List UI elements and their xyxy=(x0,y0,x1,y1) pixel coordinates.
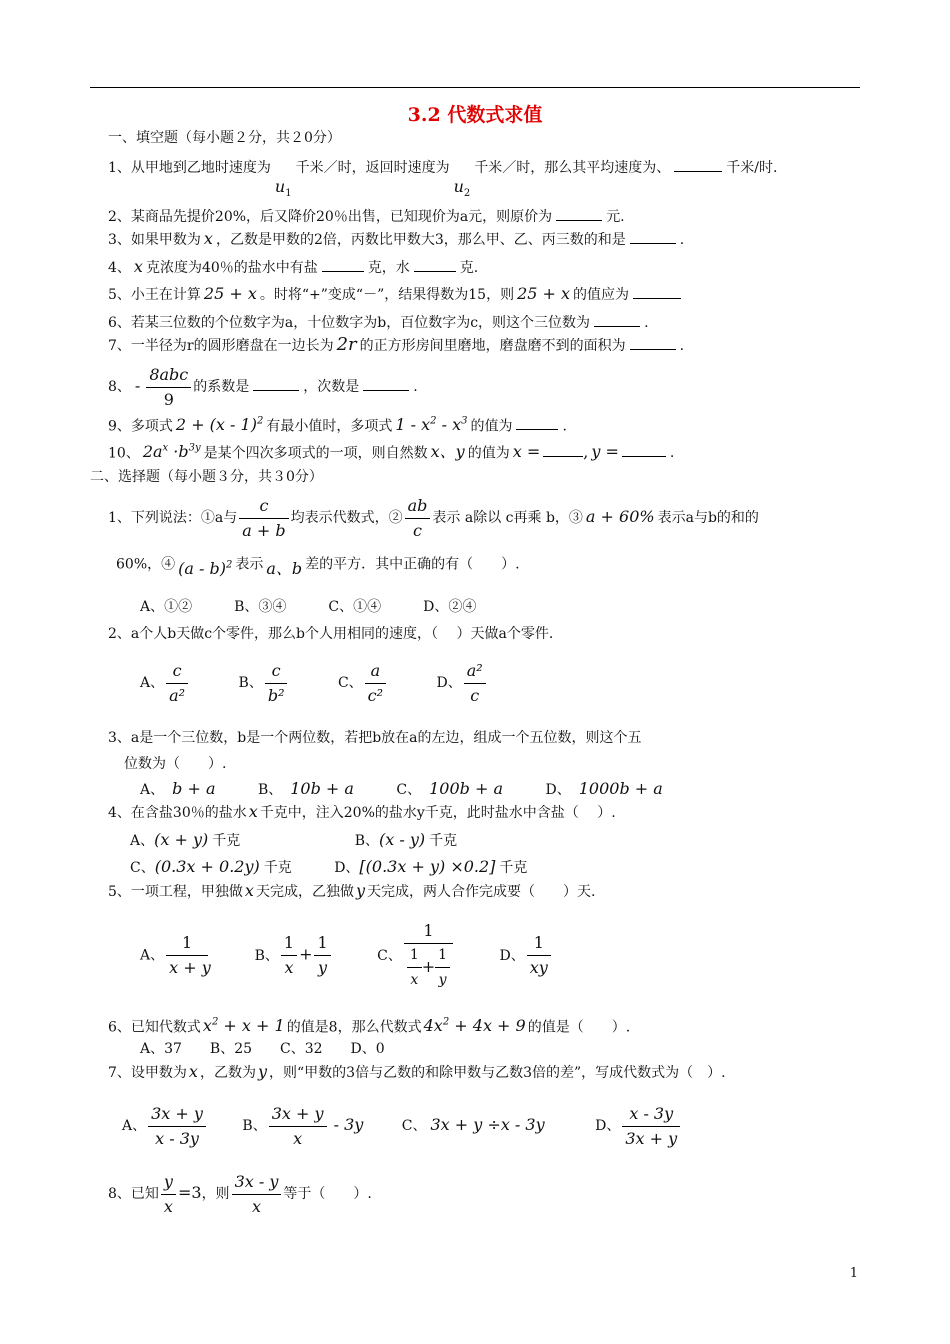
option-b-fraction-2: $\frac{1}{y}$ xyxy=(314,934,330,977)
option-a-fraction: $\frac{3x + y}{x - 3y}$ xyxy=(148,1105,206,1148)
option-d-fraction: $\frac{x - 3y}{3x + y}$ xyxy=(622,1105,680,1148)
fraction-3x-minus-y-over-x: $\frac{3x - y}{x}$ xyxy=(232,1173,282,1216)
page-number: 1 xyxy=(849,1266,858,1281)
question-2-6: 6、已知代数式 $x^2 + x + 1$ 的值是8，那么代数式 $4x^2 + 4x + 9$ 的值是（ ）. xyxy=(108,1016,631,1036)
question-1-3: 3、如果甲数为 x ，乙数是甲数的2倍，丙数比甲数大3，那么甲、乙、丙三数的和是 . xyxy=(108,229,685,248)
header-rule xyxy=(90,87,860,88)
u2-symbol: $u_2$ xyxy=(453,177,471,200)
answer-blank-x[interactable] xyxy=(543,444,583,457)
question-2-5-options: A、 $\frac{1}{x + y}$ B、 $\frac{1}{x}$ + $\frac{1}{y}$ C、 1 $\frac{1}{x}$ + $\frac{1}{y}$ D、 $\frac{1}{xy}$ xyxy=(140,922,553,989)
question-2-1: 1、下列说法：①a与 $\frac{c}{a + b}$ 均表示代数式，② $\frac{ab}{c}$ 表示 a除以 c再乘 b，③ a + 60% 表示a与b的和的 xyxy=(108,495,759,540)
option-b-fraction: $\frac{3x + y}{x}$ xyxy=(269,1105,327,1148)
answer-blank[interactable] xyxy=(253,378,299,391)
answer-blank[interactable] xyxy=(322,259,364,272)
question-1-10: 10、 $2a^x \cdot b^{3y}$ 是某个四次多项式的一项，则自然数 x、y 的值为 x = , y = . xyxy=(108,442,675,462)
section-1-heading: 一、填空题（每小题２分，共２0分） xyxy=(108,130,341,146)
question-2-4-options-ab: A、(x + y) 千克 B、(x - y) 千克 xyxy=(130,830,458,849)
option-c-complex-fraction: 1 $\frac{1}{x}$ + $\frac{1}{y}$ xyxy=(404,922,453,989)
option-d-fraction: $\frac{1}{xy}$ xyxy=(527,934,551,977)
fraction-ab-over-c: $\frac{ab}{c}$ xyxy=(405,497,431,540)
answer-blank[interactable] xyxy=(633,286,681,299)
question-1-9: 9、多项式 2 + (x - 1)$^2$ 有最小值时，多项式 $1 - x^2 - x^3$ 的值为 . xyxy=(108,415,567,435)
fraction-8abc-over-9: $\frac{\text{8abc}}{9}$ xyxy=(146,366,191,409)
u1-symbol: $u_1$ xyxy=(274,177,292,200)
option-a-fraction: $\frac{1}{x + y}$ xyxy=(166,934,208,977)
question-2-2-options: A、 $\frac{c}{\text{a²}}$ B、 $\frac{c}{\text{b²}}$ C、 $\frac{a}{\text{c²}}$ D、 $\frac{\text{a²}}{c}$ xyxy=(140,660,488,706)
question-2-4-options-cd: C、(0.3x + 0.2y) 千克 D、[(0.3x + y) ×0.2] 千克 xyxy=(130,857,528,876)
option-d-fraction: $\frac{\text{a²}}{c}$ xyxy=(464,662,486,705)
answer-blank[interactable] xyxy=(414,259,456,272)
answer-blank[interactable] xyxy=(556,208,602,221)
answer-blank[interactable] xyxy=(516,417,558,430)
question-2-2: 2、a个人b天做c个零件，那么b个人用相同的速度，（ ）天做a个零件. xyxy=(108,626,554,642)
answer-blank-y[interactable] xyxy=(622,444,666,457)
page-title: 3.2 代数式求值 xyxy=(407,104,543,126)
fraction-c-over-a-plus-b: $\frac{c}{a + b}$ xyxy=(239,497,288,540)
answer-blank[interactable] xyxy=(630,231,676,244)
fraction-y-over-x: $\frac{y}{x}$ xyxy=(161,1173,176,1216)
question-1-8: 8、 - $\frac{\text{8abc}}{9}$ 的系数是 ，次数是 . xyxy=(108,364,418,409)
option-b-fraction: $\frac{c}{\text{b²}}$ xyxy=(265,662,288,705)
question-1-4: 4、 x 克浓度为40％的盐水中有盐 克，水 克. xyxy=(108,257,479,276)
section-2-heading: 二、选择题（每小题３分，共３0分） xyxy=(90,469,323,485)
answer-blank[interactable] xyxy=(674,159,722,172)
answer-blank[interactable] xyxy=(630,337,676,350)
question-2-8: 8、已知 $\frac{y}{x}$ =3，则 $\frac{3x - y}{x}$ 等于（ ）. xyxy=(108,1171,372,1216)
question-1-6: 6、若某三位数的个位数字为a，十位数字为b，百位数字为c，则这个三位数为 . xyxy=(108,315,649,331)
option-b-fraction-1: $\frac{1}{x}$ xyxy=(281,934,297,977)
question-2-5: 5、一项工程，甲独做 x 天完成，乙独做 y 天完成，两人合作完成要（ ）天. xyxy=(108,881,596,900)
question-1-5: 5、小王在计算 25 + x 。时将“+”变成“－”，结果得数为15，则 25 + x 的值应为 xyxy=(108,284,685,305)
question-2-3: 3、a是一个三位数，b是一个两位数，若把b放在a的左边，组成一个五位数，则这个五 xyxy=(108,730,642,746)
question-2-1-cont: 60%，④ (a - b)$^2$ 表示 a、b 差的平方．其中正确的有（ ）. xyxy=(116,556,520,579)
question-1-7: 7、一半径为r的圆形磨盘在一边长为 2r 的正方形房间里磨地，磨盘磨不到的面积为 . xyxy=(108,334,685,355)
option-a-fraction: $\frac{c}{\text{a²}}$ xyxy=(166,662,188,705)
question-1-2: 2、某商品先提价20%，后又降价20％出售，已知现价为a元，则原价为 元. xyxy=(108,209,625,225)
question-2-3-options: A、 b + a B、 10b + a C、 100b + a D、 1000b + a xyxy=(140,779,663,798)
question-2-7: 7、设甲数为 x ，乙数为 y ，则“甲数的3倍与乙数的和除甲数与乙数3倍的差”，写成代数式为（ ）. xyxy=(108,1062,726,1081)
answer-blank[interactable] xyxy=(594,314,640,327)
question-1-1: 1、从甲地到乙地时速度为$u_1$千米／时，返回时速度为$u_2$千米／时，那么其平均速度为、 千米/时. xyxy=(108,160,778,200)
question-2-4: 4、在含盐30％的盐水 x 千克中，注入20%的盐水y千克，此时盐水中含盐（ ）. xyxy=(108,802,616,821)
answer-blank[interactable] xyxy=(363,378,409,391)
question-2-1-options: A、①② B、③④ C、①④ D、②④ xyxy=(140,599,477,615)
question-2-7-options: A、 $\frac{3x + y}{x - 3y}$ B、 $\frac{3x + y}{x}$ - 3y C、 3x + y ÷x - 3y D、 $\frac{x - 3y}{3x + y}$ xyxy=(122,1102,682,1149)
option-c-fraction: $\frac{a}{\text{c²}}$ xyxy=(365,662,386,705)
question-2-6-options: A、37 B、25 C、32 D、0 xyxy=(140,1041,385,1057)
question-2-3-cont: 位数为（ ）. xyxy=(124,756,227,772)
